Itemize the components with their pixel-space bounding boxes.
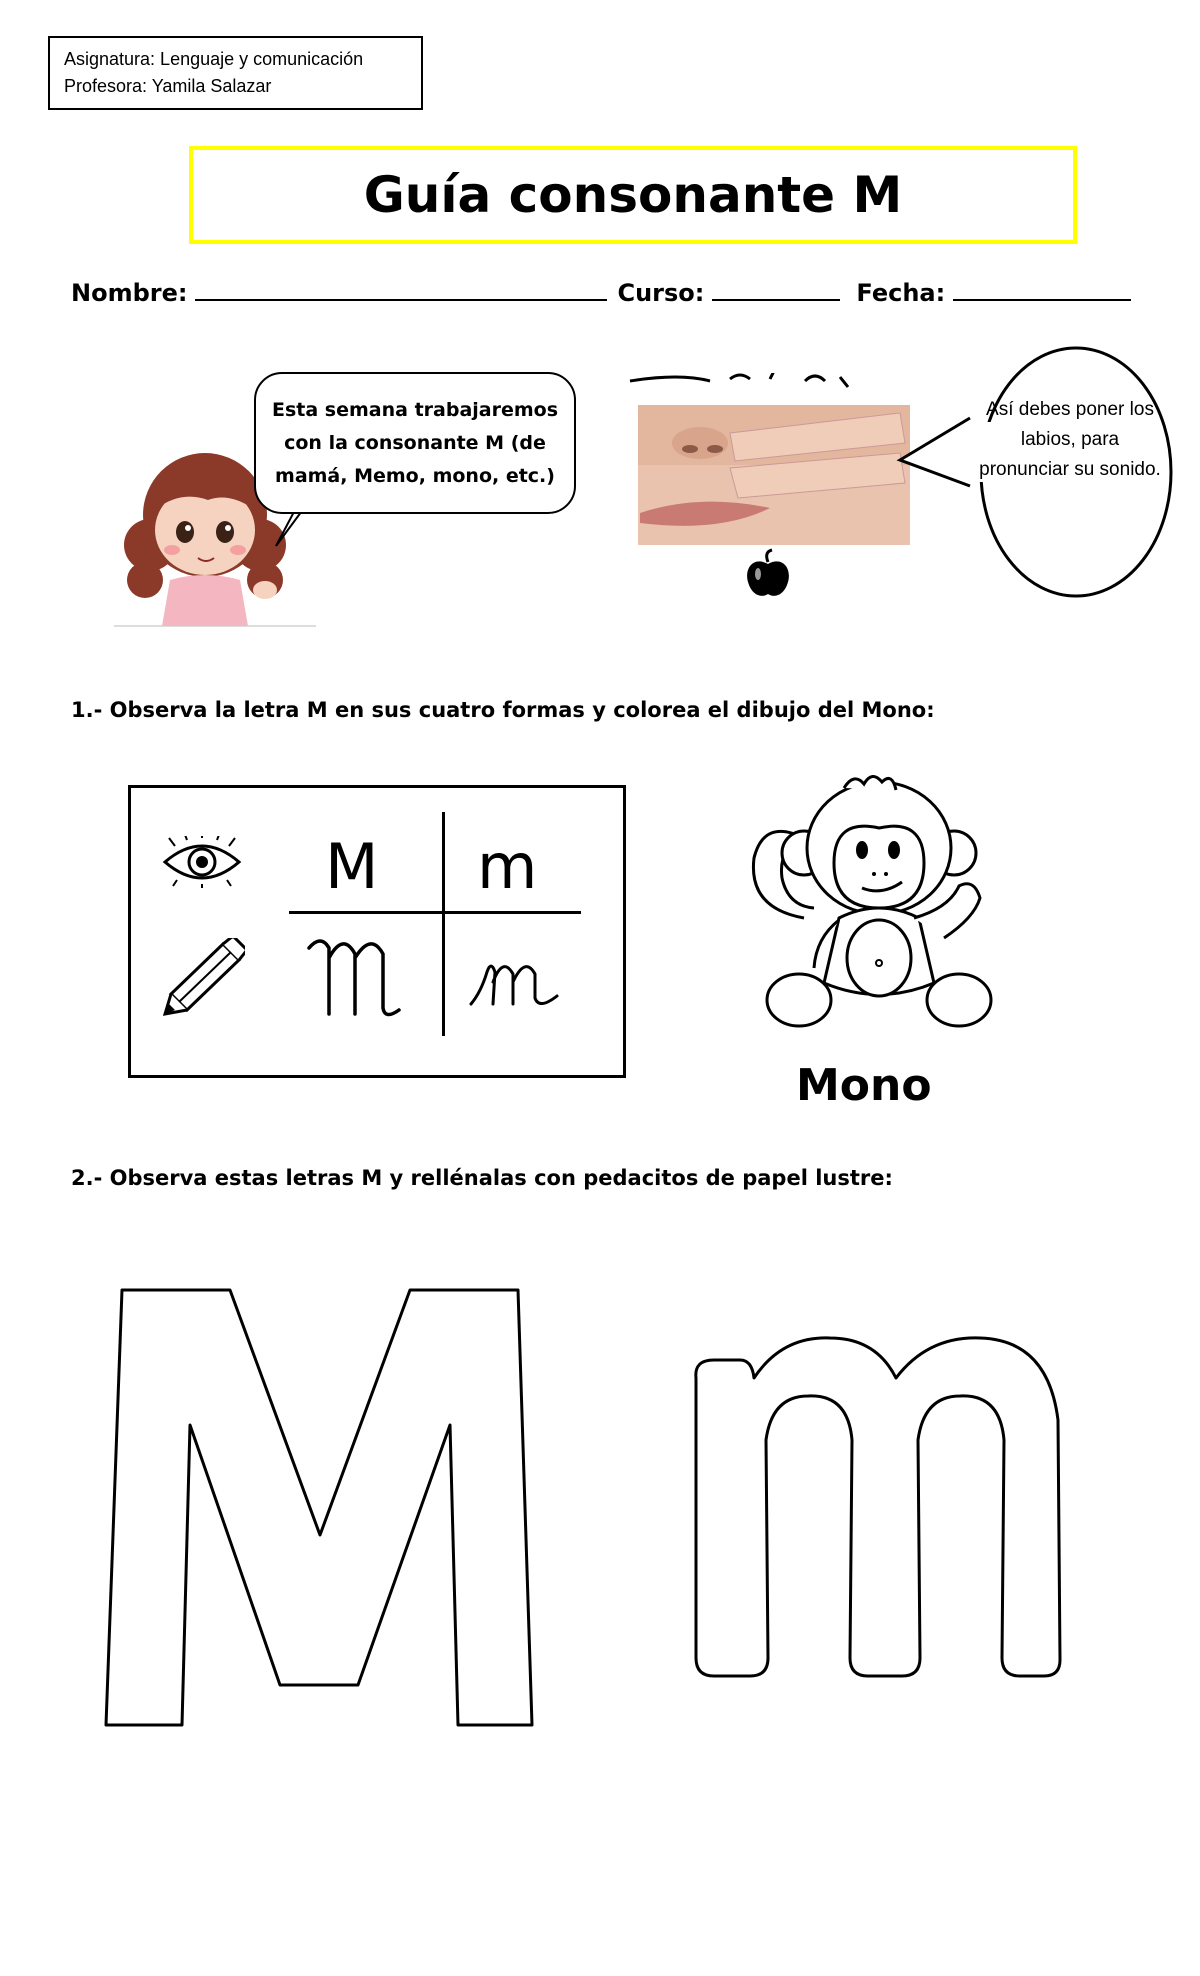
lips-photo: [620, 373, 920, 553]
date-label: Fecha:: [856, 279, 946, 307]
pencil-icon: [163, 938, 245, 1016]
monkey-label: Mono: [796, 1060, 932, 1111]
title-text: Guía consonante M: [363, 166, 903, 224]
girl-bubble-text: Esta semana trabajaremos con la consonante M (de mamá, Memo, mono, etc.): [271, 398, 559, 487]
teacher-line: Profesora: Yamila Salazar: [64, 76, 272, 96]
section2-instruction: 2.- Observa estas letras M y rellénalas con pedacitos de papel lustre:: [71, 1166, 893, 1190]
lips-bubble-text: Así debes poner los labios, para pronunciar su sonido.: [979, 399, 1161, 480]
cursive-upper-m: [303, 928, 421, 1024]
name-blank[interactable]: [195, 277, 607, 301]
course-label: Curso:: [617, 279, 705, 307]
cursive-lower-m: [467, 952, 563, 1014]
course-blank[interactable]: [712, 277, 840, 301]
header-info-box: [48, 36, 423, 110]
outline-lower-m[interactable]: [690, 1330, 1100, 1690]
letter-forms-table: [128, 785, 626, 1078]
print-upper-m: M: [325, 830, 379, 903]
print-lower-m: m: [477, 830, 538, 903]
outline-upper-m[interactable]: [100, 1285, 540, 1745]
eye-icon: [161, 836, 243, 888]
name-label: Nombre:: [71, 279, 188, 307]
monkey-coloring-picture: [744, 768, 1024, 1038]
section1-instruction: 1.- Observa la letra M en sus cuatro formas y colorea el dibujo del Mono:: [71, 698, 935, 722]
page-title: [189, 146, 1077, 244]
subject-line: Asignatura: Lenguaje y comunicación: [64, 49, 364, 69]
girl-speech-bubble: [254, 372, 576, 514]
apple-icon: [742, 548, 794, 600]
table-divider-horizontal: [289, 911, 581, 914]
table-divider-vertical: [442, 812, 445, 1036]
date-blank[interactable]: [953, 277, 1131, 301]
student-fields: [71, 277, 1131, 307]
